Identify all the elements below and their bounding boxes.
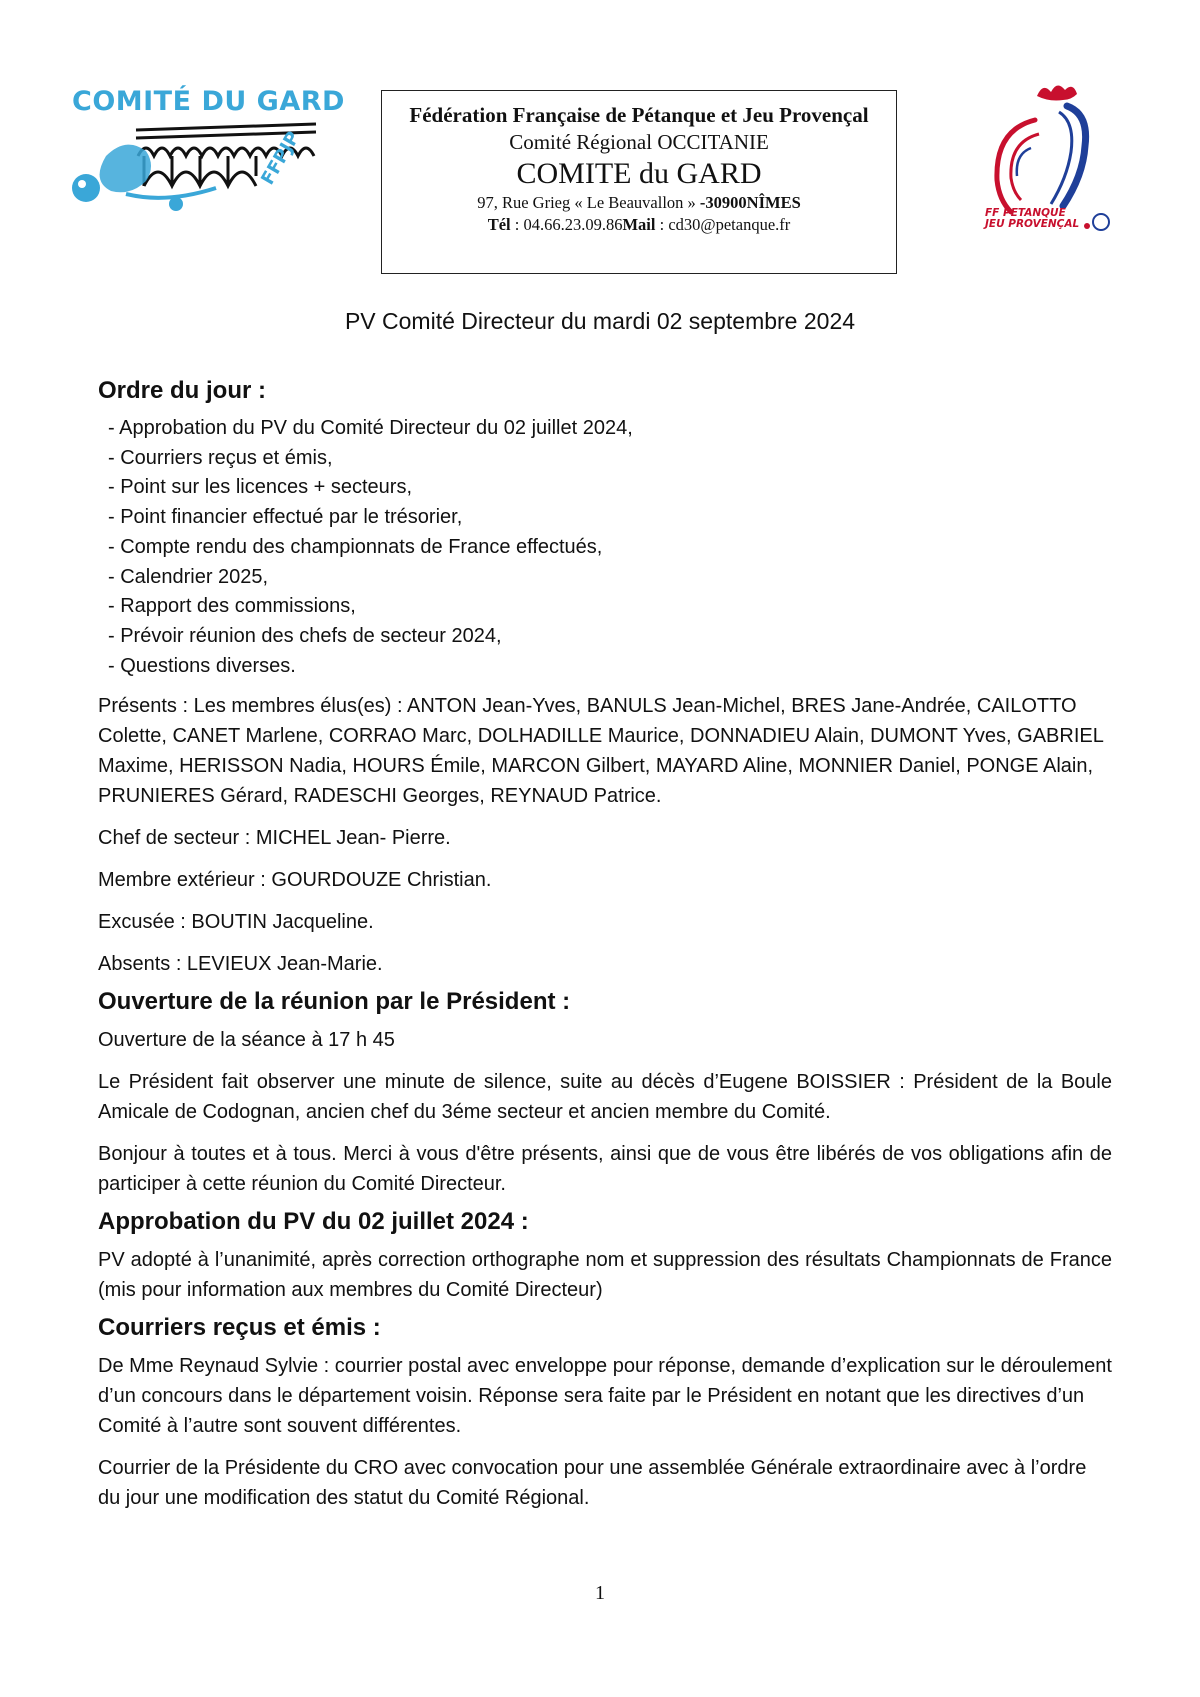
- agenda-item: - Point financier effectué par le trésorier,: [108, 503, 1112, 533]
- attendance-absents: Absents : LEVIEUX Jean-Marie.: [98, 953, 383, 976]
- mail-label: Mail: [622, 215, 656, 234]
- ouverture-silence: Le Président fait observer une minute de silence, suite au décès d’Eugene BOISSIER : Président de la Boule Amicale de Codognan, ancien chef du 3éme secteur et ancien membre du Comité.: [98, 1071, 1112, 1124]
- courriers-heading: Courriers reçus et émis :: [98, 1314, 381, 1342]
- tel-value: : 04.66.23.09.86: [510, 215, 623, 234]
- agenda-heading: Ordre du jour :: [98, 377, 266, 404]
- agenda-item: - Point sur les licences + secteurs,: [108, 473, 1112, 503]
- agenda-item: - Questions diverses.: [108, 652, 1112, 682]
- address-street: 97, Rue Grieg « Le Beauvallon »: [477, 193, 700, 212]
- ff-petanque-text: [985, 208, 1079, 230]
- document-title: PV Comité Directeur du mardi 02 septembre 2024: [344, 308, 856, 334]
- ouverture-heading: Ouverture de la réunion par le Président :: [98, 988, 571, 1016]
- page-number: 1: [595, 1582, 605, 1604]
- courrier-reynaud: De Mme Reynaud Sylvie : courrier postal avec enveloppe pour réponse, demande d’explication sur le déroulement d’un concours dans le département voisin. Réponse sera faite par le Président en notant que les directives d’un Comité à l’autre sont souvent différentes.: [98, 1355, 1112, 1438]
- approbation-heading: Approbation du PV du 02 juillet 2024 :: [98, 1208, 529, 1236]
- logo-subtitle: FFPJP: [257, 128, 305, 189]
- logo-title: COMITÉ DU GARD: [72, 86, 345, 117]
- attendance-membre-exterieur: Membre extérieur : GOURDOUZE Christian.: [98, 869, 492, 892]
- ff-petanque-line2: JEU PROVENÇAL: [985, 218, 1080, 230]
- federation-header-box: [381, 90, 897, 274]
- address-city: -30900NÎMES: [699, 193, 801, 212]
- attendance-excusee: Excusée : BOUTIN Jacqueline.: [98, 911, 374, 934]
- agenda-item: - Approbation du PV du Comité Directeur du 02 juillet 2024,: [108, 414, 1112, 444]
- federation-name: Fédération Française de Pétanque et Jeu Provençal: [409, 103, 869, 127]
- approbation-text: PV adopté à l’unanimité, après correction orthographe nom et suppression des résultats Championnats de France (mis pour information aux membres du Comité Directeur): [98, 1249, 1112, 1302]
- comite-du-gard-logo: [66, 86, 345, 206]
- agenda-item: - Compte rendu des championnats de France effectués,: [108, 533, 1112, 563]
- contact-line: [382, 214, 896, 236]
- courrier-cro: Courrier de la Présidente du CRO avec convocation pour une assemblée Générale extraordinaire avec à l’ordre du jour une modification des statut du Comité Régional.: [98, 1457, 1087, 1510]
- regional-committee: Comité Régional OCCITANIE: [509, 130, 769, 154]
- ff-petanque-line1: FF PETANQUE: [985, 207, 1066, 219]
- agenda-item: - Courriers reçus et émis,: [108, 444, 1112, 474]
- mail-value: : cd30@petanque.fr: [655, 215, 791, 234]
- address: [382, 192, 896, 214]
- pont-du-gard-logo-graphic: [66, 116, 336, 216]
- ouverture-greeting: Bonjour à toutes et à tous. Merci à vous d'être présents, ainsi que de vous être libérés de vos obligations afin de participer à cette réunion du Comité Directeur.: [98, 1143, 1112, 1196]
- attendance-chef: Chef de secteur : MICHEL Jean- Pierre.: [98, 827, 451, 850]
- agenda-item: - Prévoir réunion des chefs de secteur 2024,: [108, 622, 1112, 652]
- agenda-item: - Calendrier 2025,: [108, 563, 1112, 593]
- ouverture-time: Ouverture de la séance à 17 h 45: [98, 1029, 395, 1052]
- attendance-presents: Présents : Les membres élus(es) : ANTON Jean-Yves, BANULS Jean-Michel, BRES Jane-Andrée, CAILOTTO Colette, CANET Marlene, CORRAO Marc, DOLHADILLE Maurice, DONNADIEU Alain, DUMONT Yves, GABRIEL Maxime, HERISSON Nadia, HOURS Émile, MARCON Gilbert, MAYARD Aline, MONNIER Daniel, PONGE Alain, PRUNIERES Gérard, RADESCHI Georges, REYNAUD Patrice.: [98, 695, 1104, 808]
- agenda-item: - Rapport des commissions,: [108, 592, 1112, 622]
- minutes-body: [98, 372, 1112, 1525]
- tel-label: Tél: [487, 215, 511, 234]
- agenda-list: [108, 414, 1112, 681]
- committee-name: COMITE du GARD: [516, 157, 762, 190]
- ff-petanque-logo: [975, 84, 1125, 244]
